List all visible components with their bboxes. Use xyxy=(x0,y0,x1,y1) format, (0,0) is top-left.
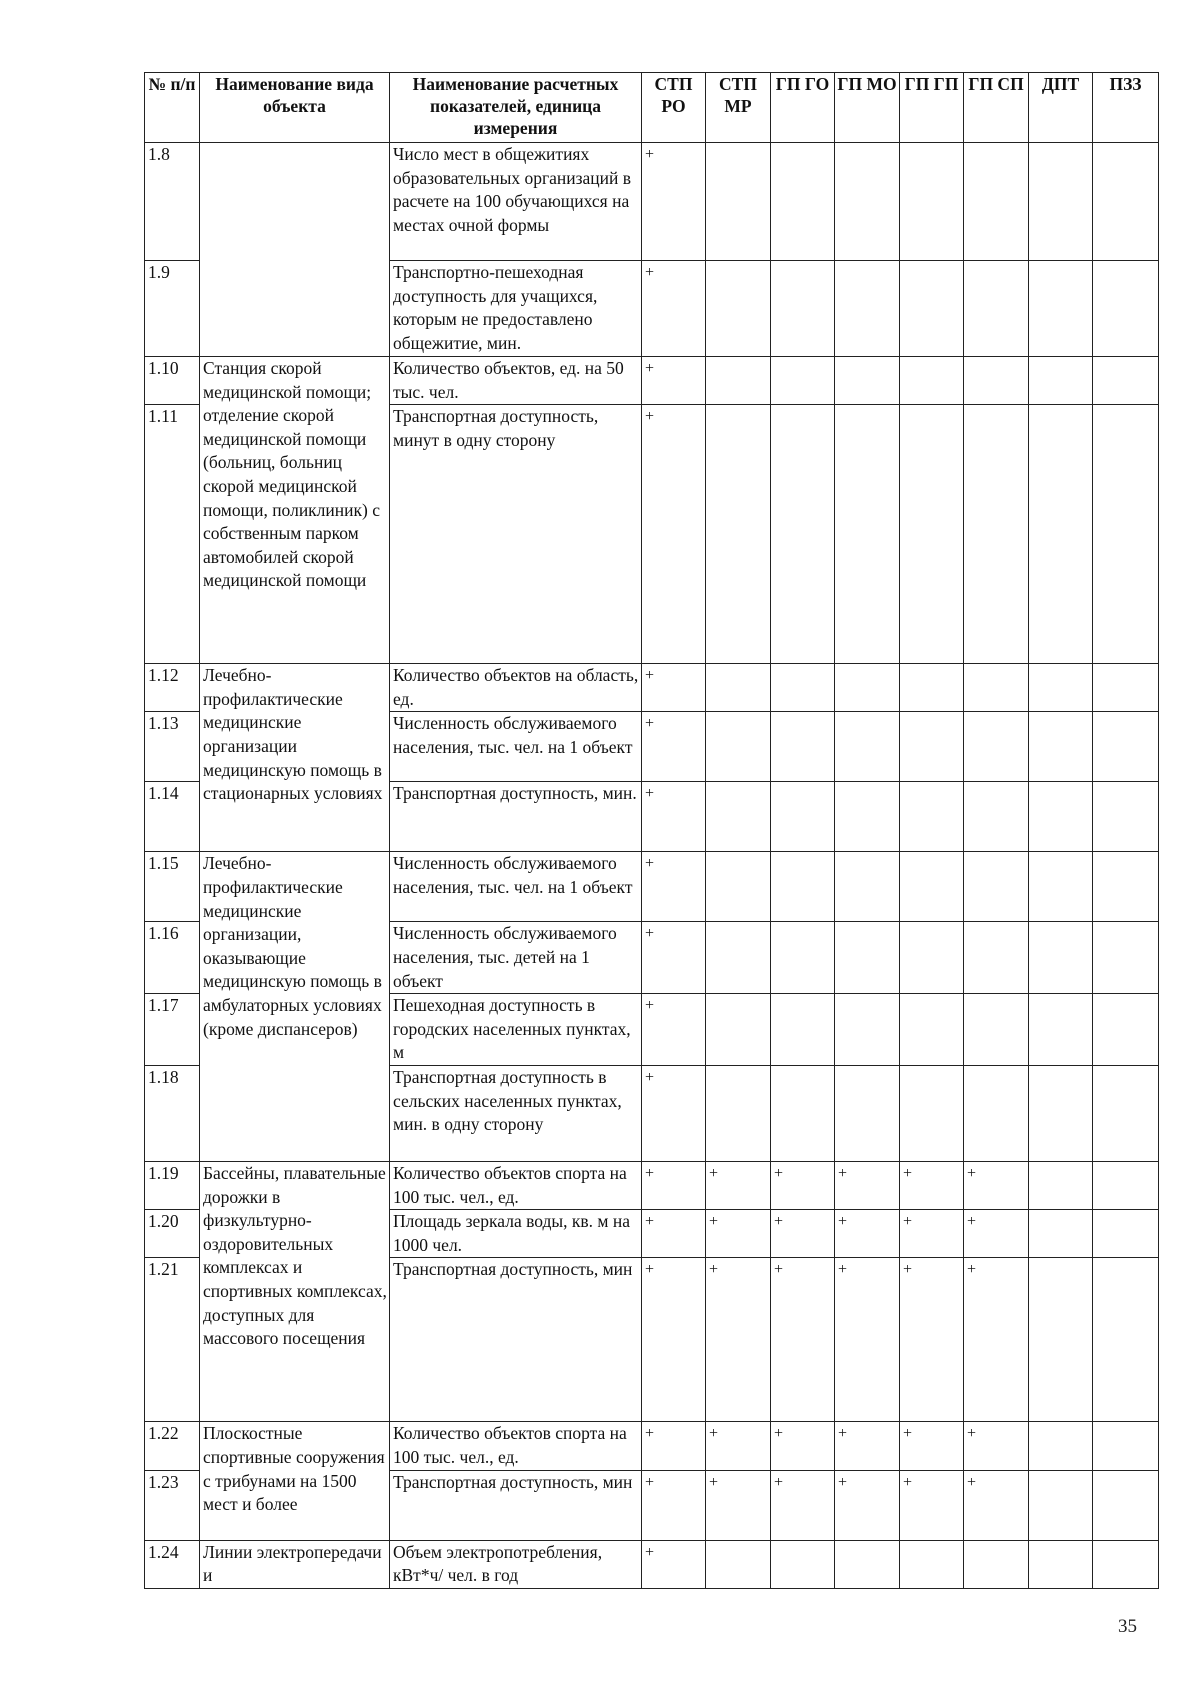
mark-gp-sp xyxy=(964,1540,1029,1588)
mark-gp-gp: + xyxy=(900,1470,964,1540)
header-row xyxy=(145,73,1159,143)
mark-dpt xyxy=(1029,664,1093,712)
mark-gp-go xyxy=(771,405,835,664)
object-type-cell: Лечебно-профилактические медицинские организации медицинскую помощь в стационарных условиях xyxy=(200,664,390,852)
header-stp-mr: СТП МР xyxy=(706,73,771,143)
mark-gp-mo xyxy=(835,922,900,994)
mark-stp-ro: + xyxy=(642,1540,706,1588)
mark-gp-sp xyxy=(964,261,1029,357)
mark-stp-mr: + xyxy=(706,1258,771,1422)
mark-gp-gp: + xyxy=(900,1210,964,1258)
mark-stp-ro: + xyxy=(642,712,706,782)
mark-gp-sp xyxy=(964,1065,1029,1161)
object-type-cell: Лечебно-профилактические медицинские организации, оказывающие медицинскую помощь в амбулаторных условиях (кроме диспансеров) xyxy=(200,852,390,1162)
row-number: 1.17 xyxy=(145,994,200,1066)
row-number: 1.11 xyxy=(145,405,200,664)
mark-gp-go xyxy=(771,852,835,922)
mark-stp-ro: + xyxy=(642,1161,706,1209)
mark-stp-ro: + xyxy=(642,1470,706,1540)
mark-stp-mr xyxy=(706,261,771,357)
indicator-cell: Транспортная доступность в сельских населенных пунктах, мин. в одну сторону xyxy=(390,1065,642,1161)
page-number: 35 xyxy=(1118,1616,1137,1637)
mark-stp-mr xyxy=(706,1065,771,1161)
object-type-cell: Станция скорой медицинской помощи; отделение скорой медицинской помощи (больниц, больниц скорой медицинской помощи, поликлиник) с собственным парком автомобилей скорой медицинской помощи xyxy=(200,357,390,664)
indicator-cell: Количество объектов спорта на 100 тыс. чел., ед. xyxy=(390,1422,642,1470)
mark-gp-sp: + xyxy=(964,1210,1029,1258)
mark-stp-ro: + xyxy=(642,261,706,357)
mark-stp-mr xyxy=(706,1540,771,1588)
table-row xyxy=(145,852,1159,922)
header-gp-mo: ГП МО xyxy=(835,73,900,143)
mark-gp-go: + xyxy=(771,1258,835,1422)
header-dpt: ДПТ xyxy=(1029,73,1093,143)
mark-dpt xyxy=(1029,143,1093,261)
header-pzz: ПЗЗ xyxy=(1093,73,1159,143)
mark-dpt xyxy=(1029,405,1093,664)
header-object-type: Наименование вида объекта xyxy=(200,73,390,143)
mark-gp-go: + xyxy=(771,1422,835,1470)
mark-gp-sp xyxy=(964,852,1029,922)
mark-dpt xyxy=(1029,712,1093,782)
mark-gp-sp: + xyxy=(964,1470,1029,1540)
object-type-cell xyxy=(200,143,390,357)
mark-gp-sp xyxy=(964,994,1029,1066)
mark-gp-gp xyxy=(900,712,964,782)
mark-dpt xyxy=(1029,261,1093,357)
mark-gp-go: + xyxy=(771,1210,835,1258)
mark-gp-mo: + xyxy=(835,1258,900,1422)
row-number: 1.10 xyxy=(145,357,200,405)
mark-pzz xyxy=(1093,1470,1159,1540)
row-number: 1.23 xyxy=(145,1470,200,1540)
mark-gp-mo xyxy=(835,712,900,782)
mark-stp-ro: + xyxy=(642,664,706,712)
mark-gp-sp xyxy=(964,405,1029,664)
table-row xyxy=(145,1422,1159,1470)
mark-gp-go xyxy=(771,922,835,994)
indicator-cell: Пешеходная доступность в городских населенных пунктах, м xyxy=(390,994,642,1066)
mark-gp-mo: + xyxy=(835,1470,900,1540)
table-row xyxy=(145,1161,1159,1209)
indicator-cell: Транспортная доступность, мин xyxy=(390,1258,642,1422)
mark-pzz xyxy=(1093,143,1159,261)
indicator-cell: Численность обслуживаемого населения, тыс. чел. на 1 объект xyxy=(390,712,642,782)
mark-dpt xyxy=(1029,782,1093,852)
row-number: 1.9 xyxy=(145,261,200,357)
mark-stp-ro: + xyxy=(642,357,706,405)
mark-gp-sp: + xyxy=(964,1422,1029,1470)
indicator-cell: Транспортная доступность, минут в одну сторону xyxy=(390,405,642,664)
object-type-cell: Плоскостные спортивные сооружения с трибунами на 1500 мест и более xyxy=(200,1422,390,1540)
mark-stp-ro: + xyxy=(642,405,706,664)
mark-gp-sp xyxy=(964,664,1029,712)
mark-gp-mo xyxy=(835,1540,900,1588)
mark-gp-gp xyxy=(900,143,964,261)
row-number: 1.13 xyxy=(145,712,200,782)
mark-stp-mr xyxy=(706,664,771,712)
indicator-cell: Транспортно-пешеходная доступность для учащихся, которым не предоставлено общежитие, мин. xyxy=(390,261,642,357)
indicator-cell: Число мест в общежитиях образовательных организаций в расчете на 100 обучающихся на местах очной формы xyxy=(390,143,642,261)
row-number: 1.14 xyxy=(145,782,200,852)
mark-stp-mr: + xyxy=(706,1422,771,1470)
mark-gp-gp: + xyxy=(900,1422,964,1470)
mark-stp-mr xyxy=(706,143,771,261)
row-number: 1.24 xyxy=(145,1540,200,1588)
mark-stp-ro: + xyxy=(642,782,706,852)
mark-gp-gp xyxy=(900,664,964,712)
mark-gp-go: + xyxy=(771,1161,835,1209)
mark-stp-mr xyxy=(706,712,771,782)
header-indicator: Наименование расчетных показателей, единица измерения xyxy=(390,73,642,143)
mark-gp-go xyxy=(771,664,835,712)
table-row xyxy=(145,357,1159,405)
mark-gp-mo xyxy=(835,852,900,922)
mark-pzz xyxy=(1093,712,1159,782)
mark-gp-gp: + xyxy=(900,1161,964,1209)
mark-gp-mo: + xyxy=(835,1161,900,1209)
mark-stp-mr xyxy=(706,994,771,1066)
table-body xyxy=(145,143,1159,1589)
mark-pzz xyxy=(1093,664,1159,712)
mark-gp-gp xyxy=(900,1065,964,1161)
mark-gp-gp: + xyxy=(900,1258,964,1422)
mark-gp-mo: + xyxy=(835,1210,900,1258)
mark-gp-mo xyxy=(835,143,900,261)
mark-gp-sp: + xyxy=(964,1161,1029,1209)
row-number: 1.19 xyxy=(145,1161,200,1209)
mark-gp-go xyxy=(771,712,835,782)
indicator-cell: Площадь зеркала воды, кв. м на 1000 чел. xyxy=(390,1210,642,1258)
header-gp-gp: ГП ГП xyxy=(900,73,964,143)
mark-pzz xyxy=(1093,1258,1159,1422)
row-number: 1.21 xyxy=(145,1258,200,1422)
mark-gp-go xyxy=(771,261,835,357)
mark-stp-mr xyxy=(706,782,771,852)
mark-stp-mr: + xyxy=(706,1470,771,1540)
mark-stp-ro: + xyxy=(642,852,706,922)
row-number: 1.16 xyxy=(145,922,200,994)
mark-dpt xyxy=(1029,357,1093,405)
mark-pzz xyxy=(1093,782,1159,852)
row-number: 1.12 xyxy=(145,664,200,712)
indicator-cell: Транспортная доступность, мин xyxy=(390,1470,642,1540)
mark-gp-gp xyxy=(900,261,964,357)
mark-gp-gp xyxy=(900,852,964,922)
mark-stp-mr xyxy=(706,922,771,994)
mark-stp-mr: + xyxy=(706,1161,771,1209)
mark-gp-gp xyxy=(900,994,964,1066)
mark-pzz xyxy=(1093,852,1159,922)
mark-gp-go xyxy=(771,1540,835,1588)
mark-gp-mo xyxy=(835,994,900,1066)
mark-dpt xyxy=(1029,1470,1093,1540)
mark-stp-ro: + xyxy=(642,922,706,994)
mark-stp-ro: + xyxy=(642,1065,706,1161)
row-number: 1.8 xyxy=(145,143,200,261)
row-number: 1.18 xyxy=(145,1065,200,1161)
mark-gp-mo xyxy=(835,261,900,357)
mark-gp-go xyxy=(771,357,835,405)
mark-dpt xyxy=(1029,1161,1093,1209)
mark-pzz xyxy=(1093,357,1159,405)
mark-gp-sp xyxy=(964,922,1029,994)
mark-pzz xyxy=(1093,922,1159,994)
mark-pzz xyxy=(1093,1161,1159,1209)
mark-gp-sp xyxy=(964,712,1029,782)
mark-gp-gp xyxy=(900,782,964,852)
indicator-cell: Численность обслуживаемого населения, тыс. детей на 1 объект xyxy=(390,922,642,994)
indicator-cell: Количество объектов спорта на 100 тыс. чел., ед. xyxy=(390,1161,642,1209)
mark-pzz xyxy=(1093,405,1159,664)
mark-gp-sp: + xyxy=(964,1258,1029,1422)
mark-gp-sp xyxy=(964,143,1029,261)
mark-gp-mo xyxy=(835,1065,900,1161)
indicator-cell: Численность обслуживаемого населения, тыс. чел. на 1 объект xyxy=(390,852,642,922)
mark-gp-go xyxy=(771,1065,835,1161)
mark-pzz xyxy=(1093,1210,1159,1258)
indicator-cell: Объем электропотребления, кВт*ч/ чел. в год xyxy=(390,1540,642,1588)
mark-dpt xyxy=(1029,1065,1093,1161)
mark-gp-gp xyxy=(900,357,964,405)
mark-stp-mr xyxy=(706,852,771,922)
mark-stp-mr xyxy=(706,405,771,664)
row-number: 1.20 xyxy=(145,1210,200,1258)
indicator-cell: Количество объектов, ед. на 50 тыс. чел. xyxy=(390,357,642,405)
object-type-cell: Бассейны, плавательные дорожки в физкультурно-оздоровительных комплексах и спортивных комплексах, доступных для массового посещения xyxy=(200,1161,390,1421)
mark-stp-ro: + xyxy=(642,1210,706,1258)
header-gp-go: ГП ГО xyxy=(771,73,835,143)
mark-pzz xyxy=(1093,1540,1159,1588)
table-row xyxy=(145,1540,1159,1588)
mark-stp-ro: + xyxy=(642,994,706,1066)
requirements-table xyxy=(144,72,1159,1589)
indicator-cell: Количество объектов на область, ед. xyxy=(390,664,642,712)
mark-stp-mr xyxy=(706,357,771,405)
mark-dpt xyxy=(1029,994,1093,1066)
mark-dpt xyxy=(1029,1258,1093,1422)
mark-gp-mo xyxy=(835,664,900,712)
mark-dpt xyxy=(1029,922,1093,994)
mark-gp-gp xyxy=(900,405,964,664)
mark-gp-mo xyxy=(835,782,900,852)
mark-gp-go xyxy=(771,994,835,1066)
header-num: № п/п xyxy=(145,73,200,143)
mark-gp-mo xyxy=(835,357,900,405)
mark-dpt xyxy=(1029,1210,1093,1258)
mark-pzz xyxy=(1093,261,1159,357)
mark-gp-gp xyxy=(900,922,964,994)
header-gp-sp: ГП СП xyxy=(964,73,1029,143)
mark-gp-mo xyxy=(835,405,900,664)
row-number: 1.15 xyxy=(145,852,200,922)
header-stp-ro: СТП РО xyxy=(642,73,706,143)
mark-gp-go: + xyxy=(771,1470,835,1540)
mark-dpt xyxy=(1029,1540,1093,1588)
mark-gp-sp xyxy=(964,782,1029,852)
row-number: 1.22 xyxy=(145,1422,200,1470)
mark-dpt xyxy=(1029,852,1093,922)
mark-gp-sp xyxy=(964,357,1029,405)
mark-dpt xyxy=(1029,1422,1093,1470)
mark-stp-ro: + xyxy=(642,1258,706,1422)
mark-stp-ro: + xyxy=(642,1422,706,1470)
mark-gp-mo: + xyxy=(835,1422,900,1470)
mark-stp-mr: + xyxy=(706,1210,771,1258)
mark-gp-go xyxy=(771,143,835,261)
mark-gp-go xyxy=(771,782,835,852)
mark-pzz xyxy=(1093,1065,1159,1161)
object-type-cell: Линии электропередачи и xyxy=(200,1540,390,1588)
mark-pzz xyxy=(1093,994,1159,1066)
table-row xyxy=(145,143,1159,261)
mark-gp-gp xyxy=(900,1540,964,1588)
table-row xyxy=(145,664,1159,712)
indicator-cell: Транспортная доступность, мин. xyxy=(390,782,642,852)
mark-stp-ro: + xyxy=(642,143,706,261)
mark-pzz xyxy=(1093,1422,1159,1470)
